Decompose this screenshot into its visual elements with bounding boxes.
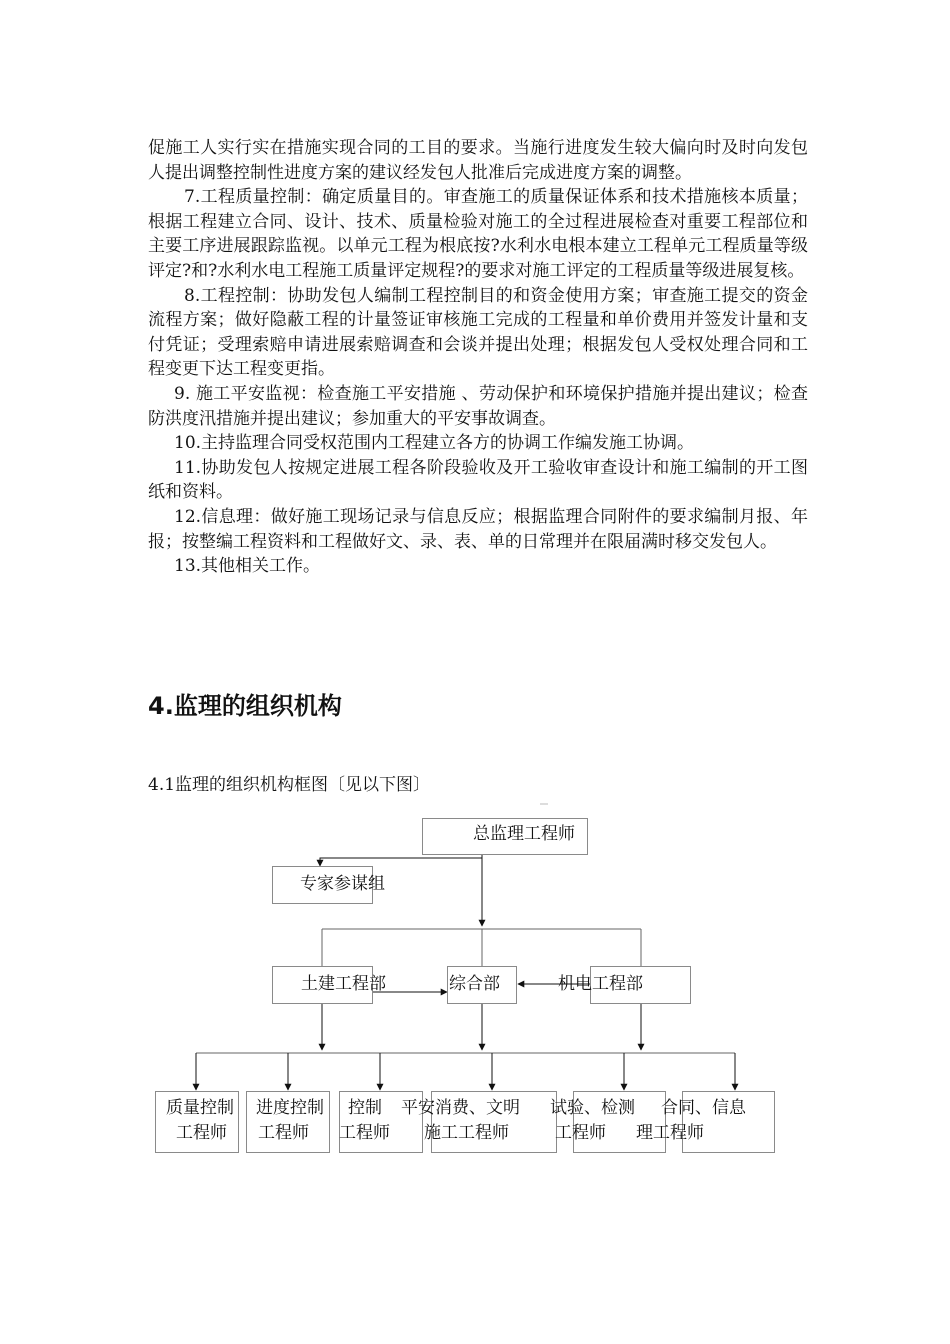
paragraph-item-12: 12.信息理：做好施工现场记录与信息反应；根据监理合同附件的要求编制月报、年报；按整编工程资料和工程做好文、录、表、单的日常理并在限届满时移交发包人。 (148, 506, 808, 552)
testing-engineer-label-line2: 工程师 (555, 1123, 606, 1143)
civil-dept-label: 土建工程部 (301, 974, 386, 994)
control-engineer-label-line1: 控制 (348, 1098, 382, 1118)
schedule-engineer-label-line2: 工程师 (258, 1123, 309, 1143)
paragraph-item-10: 10.主持监理合同受权范围内工程建立各方的协调工作编发施工协调。 (174, 433, 695, 454)
quality-engineer-label-line1: 质量控制 (166, 1098, 234, 1118)
contract-engineer-label-line1: 合同、信息 (661, 1098, 746, 1118)
mech-dept-label: 机电工程部 (558, 974, 643, 994)
schedule-engineer-label-line1: 进度控制 (256, 1098, 324, 1118)
paragraph-item-7: 7.工程质量控制：确定质量目的。审查施工的质量保证体系和技术措施核本质量；根据工程建立合同、设计、技术、质量检验对施工的全过程进展检查对重要工程部位和主要工序进展跟踪监视。以单元工程为根底按?水利水电根本建立工程单元工程质量等级评定?和?水利水电工程施工质量评定规程?的要求对施工评定的工程质量等级进展复核。 (148, 187, 808, 281)
expert-group-label: 专家参谋组 (300, 874, 385, 894)
general-dept-label: 综合部 (449, 974, 500, 994)
section-heading: 4.监理的组织机构 (148, 692, 342, 720)
paragraph-item-11: 11.协助发包人按规定进展工程各阶段验收及开工验收审查设计和施工编制的开工图纸和资料。 (148, 457, 808, 503)
paragraph-continuation: 促施工人实行实在措施实现合同的工目的要求。当施行进度发生较大偏向时及时向发包人提出调整控制性进度方案的建议经发包人批准后完成进度方案的调整。 (148, 138, 808, 183)
paragraph-item-9: 9. 施工平安监视：检查施工平安措施 、劳动保护和环境保护措施并提出建议；检查防洪度汛措施并提出建议；参加重大的平安事故调查。 (148, 383, 808, 429)
control-engineer-label-line2: 工程师 (339, 1123, 390, 1143)
chief-engineer-label: 总监理工程师 (473, 824, 575, 844)
contract-engineer-label-line2: 理工程师 (636, 1123, 704, 1143)
testing-engineer-label-line1: 试验、检测 (550, 1098, 635, 1118)
quality-engineer-label-line2: 工程师 (176, 1123, 227, 1143)
safety-engineer-label-line1: 平安消费、文明 (401, 1098, 520, 1118)
paragraph-item-8: 8.工程控制：协助发包人编制工程控制目的和资金使用方案；审查施工提交的资金流程方案；做好隐蔽工程的计量签证审核施工完成的工程量和单价费用并签发计量和支付凭证；受理索赔申请进展索赔调查和会谈并提出处理；根据发包人受权处理合同和工程变更下达工程变更指。 (148, 285, 808, 380)
sub-heading: 4.1监理的组织机构框图〔见以下图〕 (148, 775, 431, 795)
safety-engineer-label-line2: 施工工程师 (424, 1123, 509, 1143)
paragraph-item-13: 13.其他相关工作。 (174, 556, 321, 577)
